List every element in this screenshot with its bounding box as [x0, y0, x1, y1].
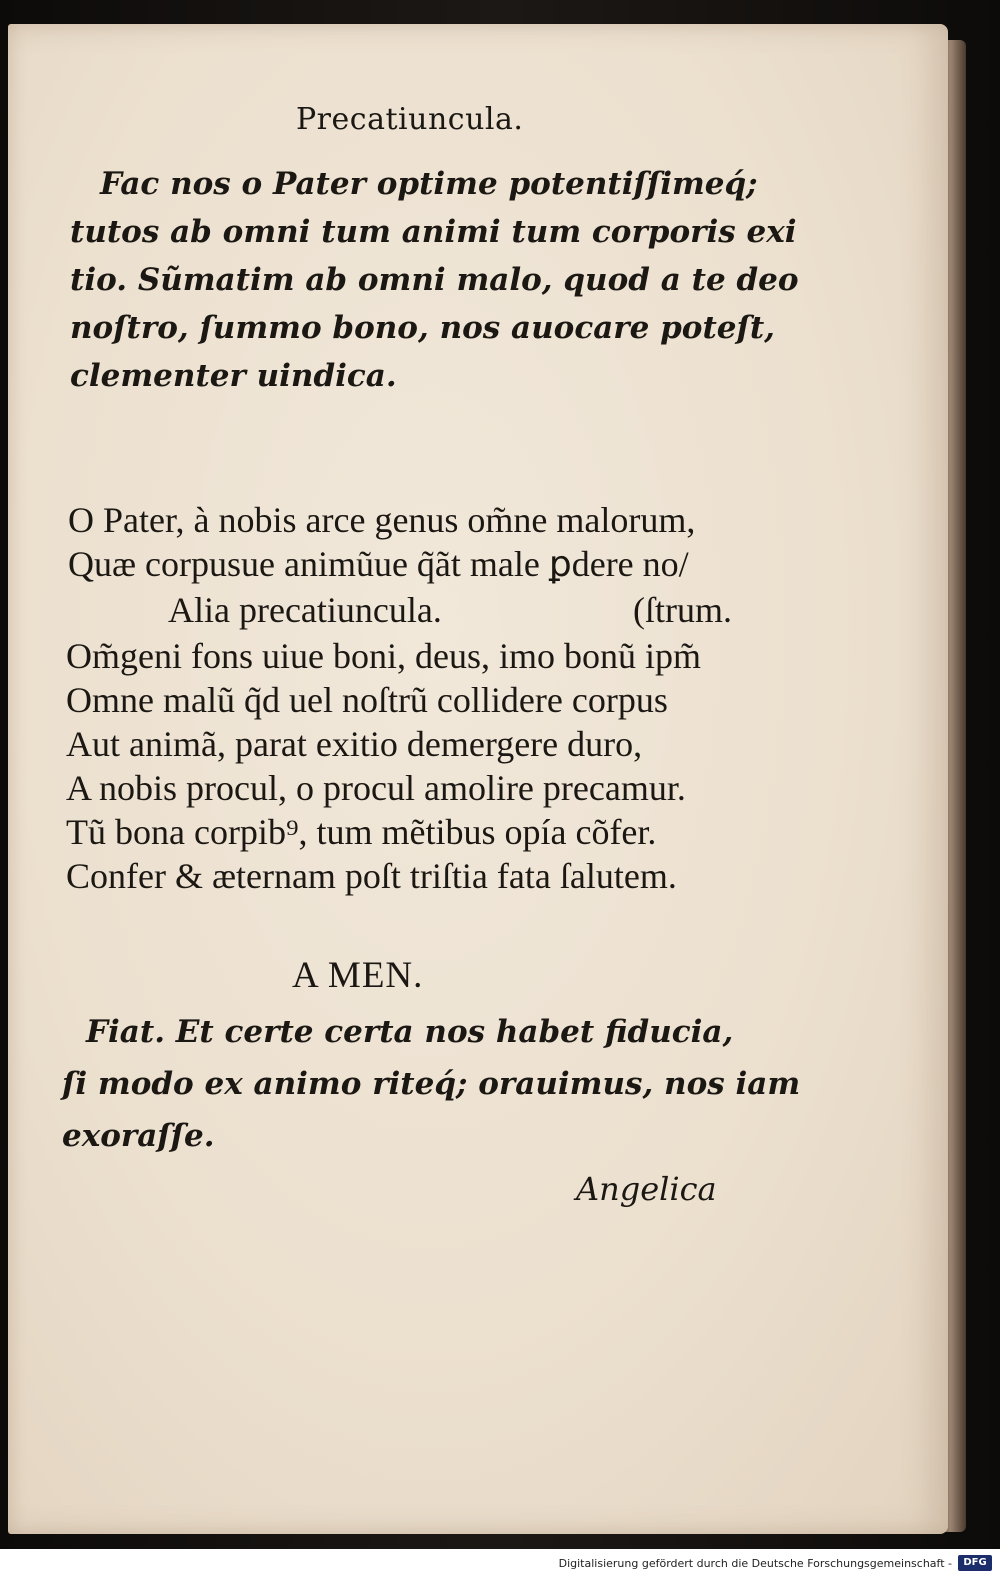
- prayer-line: tutos ab omni tum animi tum corporis exi: [70, 214, 797, 250]
- prayer-line: clementer uindica.: [70, 358, 397, 394]
- verse-line: Aut animã, parat exitio demergere duro,: [66, 724, 643, 764]
- verse-line: Omne malũ q̃d uel noſtrũ collidere corpus: [66, 680, 668, 720]
- funding-credit: Digitalisierung gefördert durch die Deutsche Forschungsgemeinschaft -: [558, 1557, 952, 1570]
- closing-line: Fiat. Et certe certa nos habet fiducia,: [86, 1014, 734, 1050]
- verse-line: Quæ corpusue animũue q̃ãt male ꝑdere no/: [68, 544, 689, 584]
- verse-line: Om̃geni fons uiue boni, deus, imo bonũ ipm̃: [66, 636, 701, 676]
- subheading: Alia precatiuncula.: [168, 590, 442, 630]
- footer-bar: [0, 1549, 1000, 1585]
- amen-heading: A MEN.: [292, 955, 424, 996]
- prayer-line: Fac nos o Pater optime potentiſſimeq́;: [100, 166, 758, 202]
- prayer-line: tio. Sũmatim ab omni malo, quod a te deo: [70, 262, 799, 298]
- catchword: Angelica: [576, 1170, 717, 1208]
- verse-line: Confer & æternam poſt triſtia fata ſalutem.: [66, 856, 677, 896]
- book-page: [8, 24, 948, 1534]
- subheading-tail: (ſtrum.: [633, 590, 732, 630]
- prayer-line: noſtro, ſummo bono, nos auocare poteſt,: [70, 310, 775, 346]
- dfg-logo: DFG: [958, 1555, 992, 1571]
- verse-line: O Pater, à nobis arce genus om̃ne malorum,: [68, 500, 696, 540]
- page-heading: Precatiuncula.: [296, 102, 524, 137]
- closing-line: ſi modo ex animo riteq́; orauimus, nos iam: [62, 1066, 801, 1102]
- closing-line: exoraſſe.: [62, 1118, 215, 1154]
- verse-line: Tũ bona corpib⁹, tum mẽtibus opía cõfer.: [66, 812, 657, 852]
- verse-line: A nobis procul, o procul amolire precamur.: [66, 768, 686, 808]
